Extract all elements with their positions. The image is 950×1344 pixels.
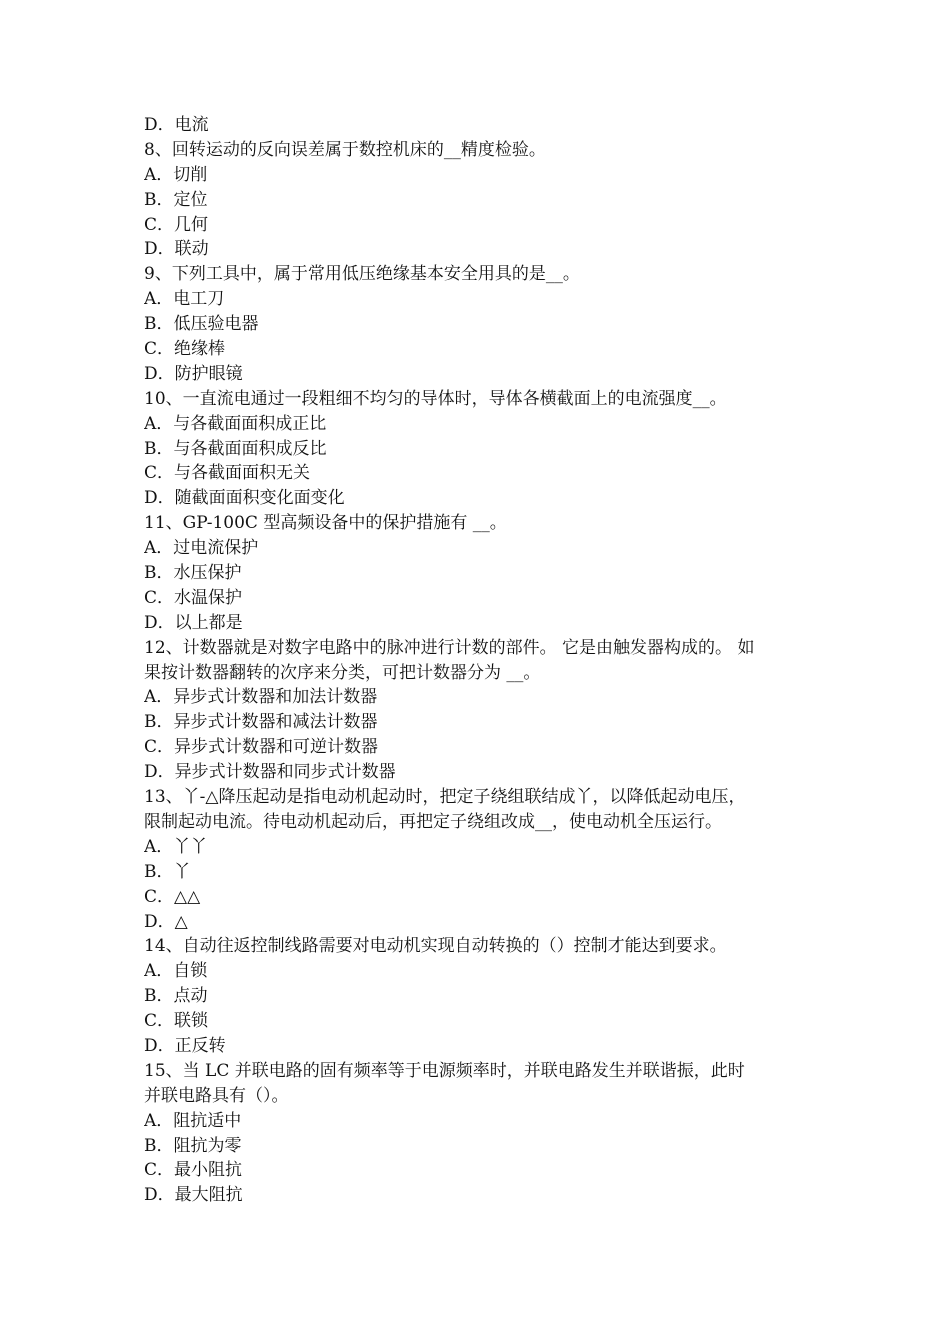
option-line: D．电流 <box>144 115 209 135</box>
option-line: D．△ <box>144 911 188 932</box>
option-line: C．绝缘棒 <box>144 339 226 360</box>
option-line: A．自锁 <box>144 961 208 982</box>
option-line: C．最小阻抗 <box>144 1160 243 1181</box>
option-line: C．联锁 <box>144 1011 209 1032</box>
option-line: D．防护眼镜 <box>144 363 243 384</box>
question-line: 11、GP-100C 型高频设备中的保护措施有 __。 <box>144 513 507 534</box>
option-line: C．水温保护 <box>144 587 243 608</box>
option-line: A．过电流保护 <box>144 538 259 559</box>
question-line: 15、当 LC 并联电路的固有频率等于电源频率时，并联电路发生并联谐振，此时 <box>144 1060 745 1081</box>
question-line: 12、计数器就是对数字电路中的脉冲进行计数的部件。 它是由触发器构成的。 如 <box>144 637 755 658</box>
option-line: B．丫 <box>144 861 191 882</box>
question-line: 9、下列工具中，属于常用低压绝缘基本安全用具的是__。 <box>144 264 580 285</box>
option-line: B．水压保护 <box>144 563 242 584</box>
question-line: 14、自动往返控制线路需要对电动机实现自动转换的（）控制才能达到要求。 <box>144 936 727 957</box>
option-line: D．异步式计数器和同步式计数器 <box>144 762 396 783</box>
option-line: B．点动 <box>144 986 208 1007</box>
question-line: 8、回转运动的反向误差属于数控机床的__精度检验。 <box>144 139 546 160</box>
option-line: B．阻抗为零 <box>144 1135 242 1156</box>
question-line: 果按计数器翻转的次序来分类，可把计数器分为 __。 <box>144 662 541 683</box>
option-line: C．与各截面面积无关 <box>144 463 311 484</box>
option-line: C．△△ <box>144 886 201 907</box>
question-text-block <box>144 113 809 1208</box>
option-line: B．异步式计数器和减法计数器 <box>144 712 378 733</box>
option-line: A．与各截面面积成正比 <box>144 413 327 434</box>
option-line: A．切削 <box>144 164 208 185</box>
option-line: D．随截面面积变化面变化 <box>144 488 345 509</box>
option-line: A．阻抗适中 <box>144 1110 242 1131</box>
option-line: D．以上都是 <box>144 612 243 633</box>
question-line: 限制起动电流。待电动机起动后，再把定子绕组改成__，使电动机全压运行。 <box>144 811 722 832</box>
option-line: B．与各截面面积成反比 <box>144 438 327 459</box>
question-line: 并联电路具有（）。 <box>144 1085 289 1106</box>
option-line: D．正反转 <box>144 1035 226 1056</box>
option-line: B．低压验电器 <box>144 314 259 335</box>
option-line: A．电工刀 <box>144 289 225 310</box>
option-line: B．定位 <box>144 189 208 210</box>
option-line: A．丫丫 <box>144 836 208 857</box>
option-line: C．几何 <box>144 214 209 235</box>
question-line: 13、丫-△降压起动是指电动机起动时，把定子绕组联结成丫，以降低起动电压， <box>144 787 746 808</box>
option-line: C．异步式计数器和可逆计数器 <box>144 737 379 758</box>
option-line: D．最大阻抗 <box>144 1185 243 1206</box>
option-line: D．联动 <box>144 239 209 260</box>
option-line: A．异步式计数器和加法计数器 <box>144 687 378 708</box>
question-line: 10、一直流电通过一段粗细不均匀的导体时，导体各横截面上的电流强度__。 <box>144 388 727 409</box>
